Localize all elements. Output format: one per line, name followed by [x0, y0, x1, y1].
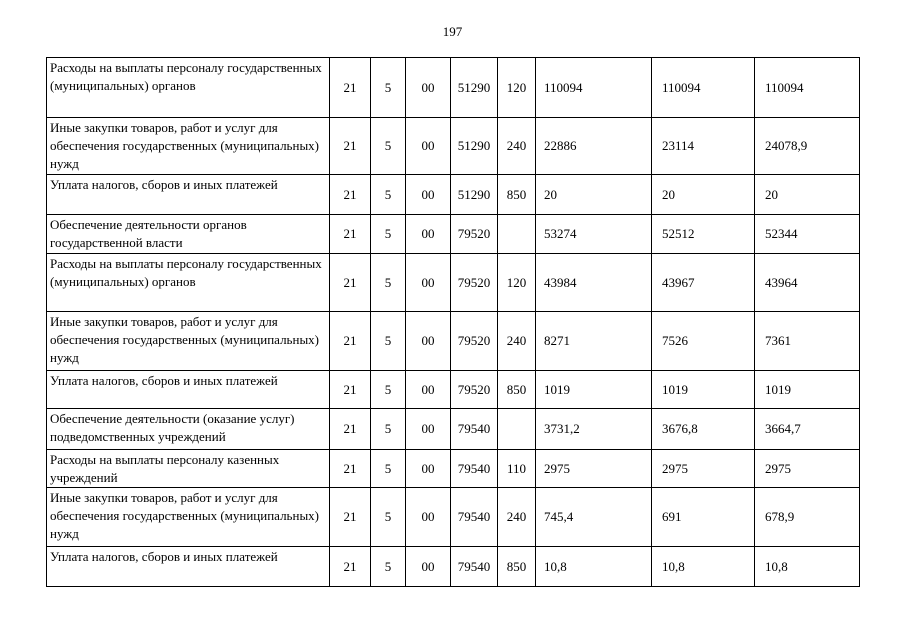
amount-year-2: 110094 [652, 58, 755, 118]
code-subsection: 5 [371, 488, 406, 547]
code-subsection: 5 [371, 312, 406, 371]
amount-year-3: 1019 [755, 371, 860, 409]
code-program: 00 [406, 371, 451, 409]
row-name: Обеспечение деятельности (оказание услуг) подведомственных учреждений [47, 409, 330, 450]
table-row [47, 450, 860, 488]
table-row [47, 254, 860, 312]
code-expense-type: 850 [498, 175, 536, 215]
code-program: 00 [406, 118, 451, 175]
code-target-article: 79540 [451, 547, 498, 587]
amount-year-1: 3731,2 [536, 409, 652, 450]
code-subsection: 5 [371, 118, 406, 175]
table-row [47, 312, 860, 371]
table-row [47, 371, 860, 409]
page-number: 197 [442, 24, 463, 39]
amount-year-2: 3676,8 [652, 409, 755, 450]
code-program: 00 [406, 215, 451, 254]
code-program: 00 [406, 488, 451, 547]
code-program: 00 [406, 450, 451, 488]
code-target-article: 51290 [451, 118, 498, 175]
row-name: Уплата налогов, сборов и иных платежей [47, 371, 330, 409]
amount-year-3: 20 [755, 175, 860, 215]
code-target-article: 79520 [451, 215, 498, 254]
code-section: 21 [330, 371, 371, 409]
code-program: 00 [406, 547, 451, 587]
code-section: 21 [330, 58, 371, 118]
code-section: 21 [330, 547, 371, 587]
code-subsection: 5 [371, 215, 406, 254]
code-program: 00 [406, 254, 451, 312]
code-expense-type: 240 [498, 488, 536, 547]
row-name: Иные закупки товаров, работ и услуг для обеспечения государственных (муниципальных) нужд [47, 312, 330, 371]
table-row [47, 175, 860, 215]
code-expense-type: 850 [498, 371, 536, 409]
code-subsection: 5 [371, 450, 406, 488]
code-subsection: 5 [371, 371, 406, 409]
amount-year-3: 43964 [755, 254, 860, 312]
table-row [47, 118, 860, 175]
row-name: Расходы на выплаты персоналу государственных (муниципальных) органов [47, 58, 330, 118]
code-subsection: 5 [371, 58, 406, 118]
code-target-article: 79540 [451, 409, 498, 450]
amount-year-2: 1019 [652, 371, 755, 409]
row-name: Уплата налогов, сборов и иных платежей [47, 547, 330, 587]
table-row [47, 409, 860, 450]
amount-year-3: 3664,7 [755, 409, 860, 450]
amount-year-2: 23114 [652, 118, 755, 175]
amount-year-1: 2975 [536, 450, 652, 488]
code-target-article: 79540 [451, 488, 498, 547]
row-name: Уплата налогов, сборов и иных платежей [47, 175, 330, 215]
code-expense-type: 110 [498, 450, 536, 488]
code-subsection: 5 [371, 547, 406, 587]
code-expense-type [498, 409, 536, 450]
amount-year-1: 745,4 [536, 488, 652, 547]
code-subsection: 5 [371, 409, 406, 450]
amount-year-3: 2975 [755, 450, 860, 488]
code-subsection: 5 [371, 254, 406, 312]
amount-year-3: 678,9 [755, 488, 860, 547]
budget-table [46, 57, 860, 587]
code-target-article: 79520 [451, 312, 498, 371]
code-section: 21 [330, 175, 371, 215]
amount-year-2: 52512 [652, 215, 755, 254]
amount-year-1: 53274 [536, 215, 652, 254]
row-name: Расходы на выплаты персоналу казенных учреждений [47, 450, 330, 488]
amount-year-2: 691 [652, 488, 755, 547]
code-target-article: 79540 [451, 450, 498, 488]
amount-year-1: 43984 [536, 254, 652, 312]
amount-year-1: 1019 [536, 371, 652, 409]
code-target-article: 79520 [451, 254, 498, 312]
code-target-article: 51290 [451, 58, 498, 118]
code-section: 21 [330, 118, 371, 175]
amount-year-2: 43967 [652, 254, 755, 312]
amount-year-1: 110094 [536, 58, 652, 118]
code-target-article: 51290 [451, 175, 498, 215]
row-name: Иные закупки товаров, работ и услуг для обеспечения государственных (муниципальных) нужд [47, 118, 330, 175]
amount-year-3: 7361 [755, 312, 860, 371]
code-target-article: 79520 [451, 371, 498, 409]
code-section: 21 [330, 254, 371, 312]
amount-year-1: 10,8 [536, 547, 652, 587]
table-row [47, 58, 860, 118]
amount-year-1: 22886 [536, 118, 652, 175]
amount-year-2: 7526 [652, 312, 755, 371]
code-expense-type [498, 215, 536, 254]
code-expense-type: 850 [498, 547, 536, 587]
code-section: 21 [330, 488, 371, 547]
code-section: 21 [330, 450, 371, 488]
amount-year-3: 24078,9 [755, 118, 860, 175]
amount-year-1: 20 [536, 175, 652, 215]
code-expense-type: 120 [498, 254, 536, 312]
code-program: 00 [406, 409, 451, 450]
code-expense-type: 240 [498, 118, 536, 175]
amount-year-2: 2975 [652, 450, 755, 488]
code-subsection: 5 [371, 175, 406, 215]
amount-year-3: 10,8 [755, 547, 860, 587]
amount-year-2: 10,8 [652, 547, 755, 587]
code-section: 21 [330, 409, 371, 450]
code-expense-type: 240 [498, 312, 536, 371]
amount-year-3: 110094 [755, 58, 860, 118]
code-program: 00 [406, 58, 451, 118]
table-row [47, 488, 860, 547]
amount-year-2: 20 [652, 175, 755, 215]
row-name: Обеспечение деятельности органов государственной власти [47, 215, 330, 254]
code-expense-type: 120 [498, 58, 536, 118]
code-section: 21 [330, 312, 371, 371]
code-program: 00 [406, 312, 451, 371]
table-row [47, 547, 860, 587]
row-name: Расходы на выплаты персоналу государственных (муниципальных) органов [47, 254, 330, 312]
code-program: 00 [406, 175, 451, 215]
row-name: Иные закупки товаров, работ и услуг для обеспечения государственных (муниципальных) нужд [47, 488, 330, 547]
table-row [47, 215, 860, 254]
amount-year-1: 8271 [536, 312, 652, 371]
amount-year-3: 52344 [755, 215, 860, 254]
code-section: 21 [330, 215, 371, 254]
